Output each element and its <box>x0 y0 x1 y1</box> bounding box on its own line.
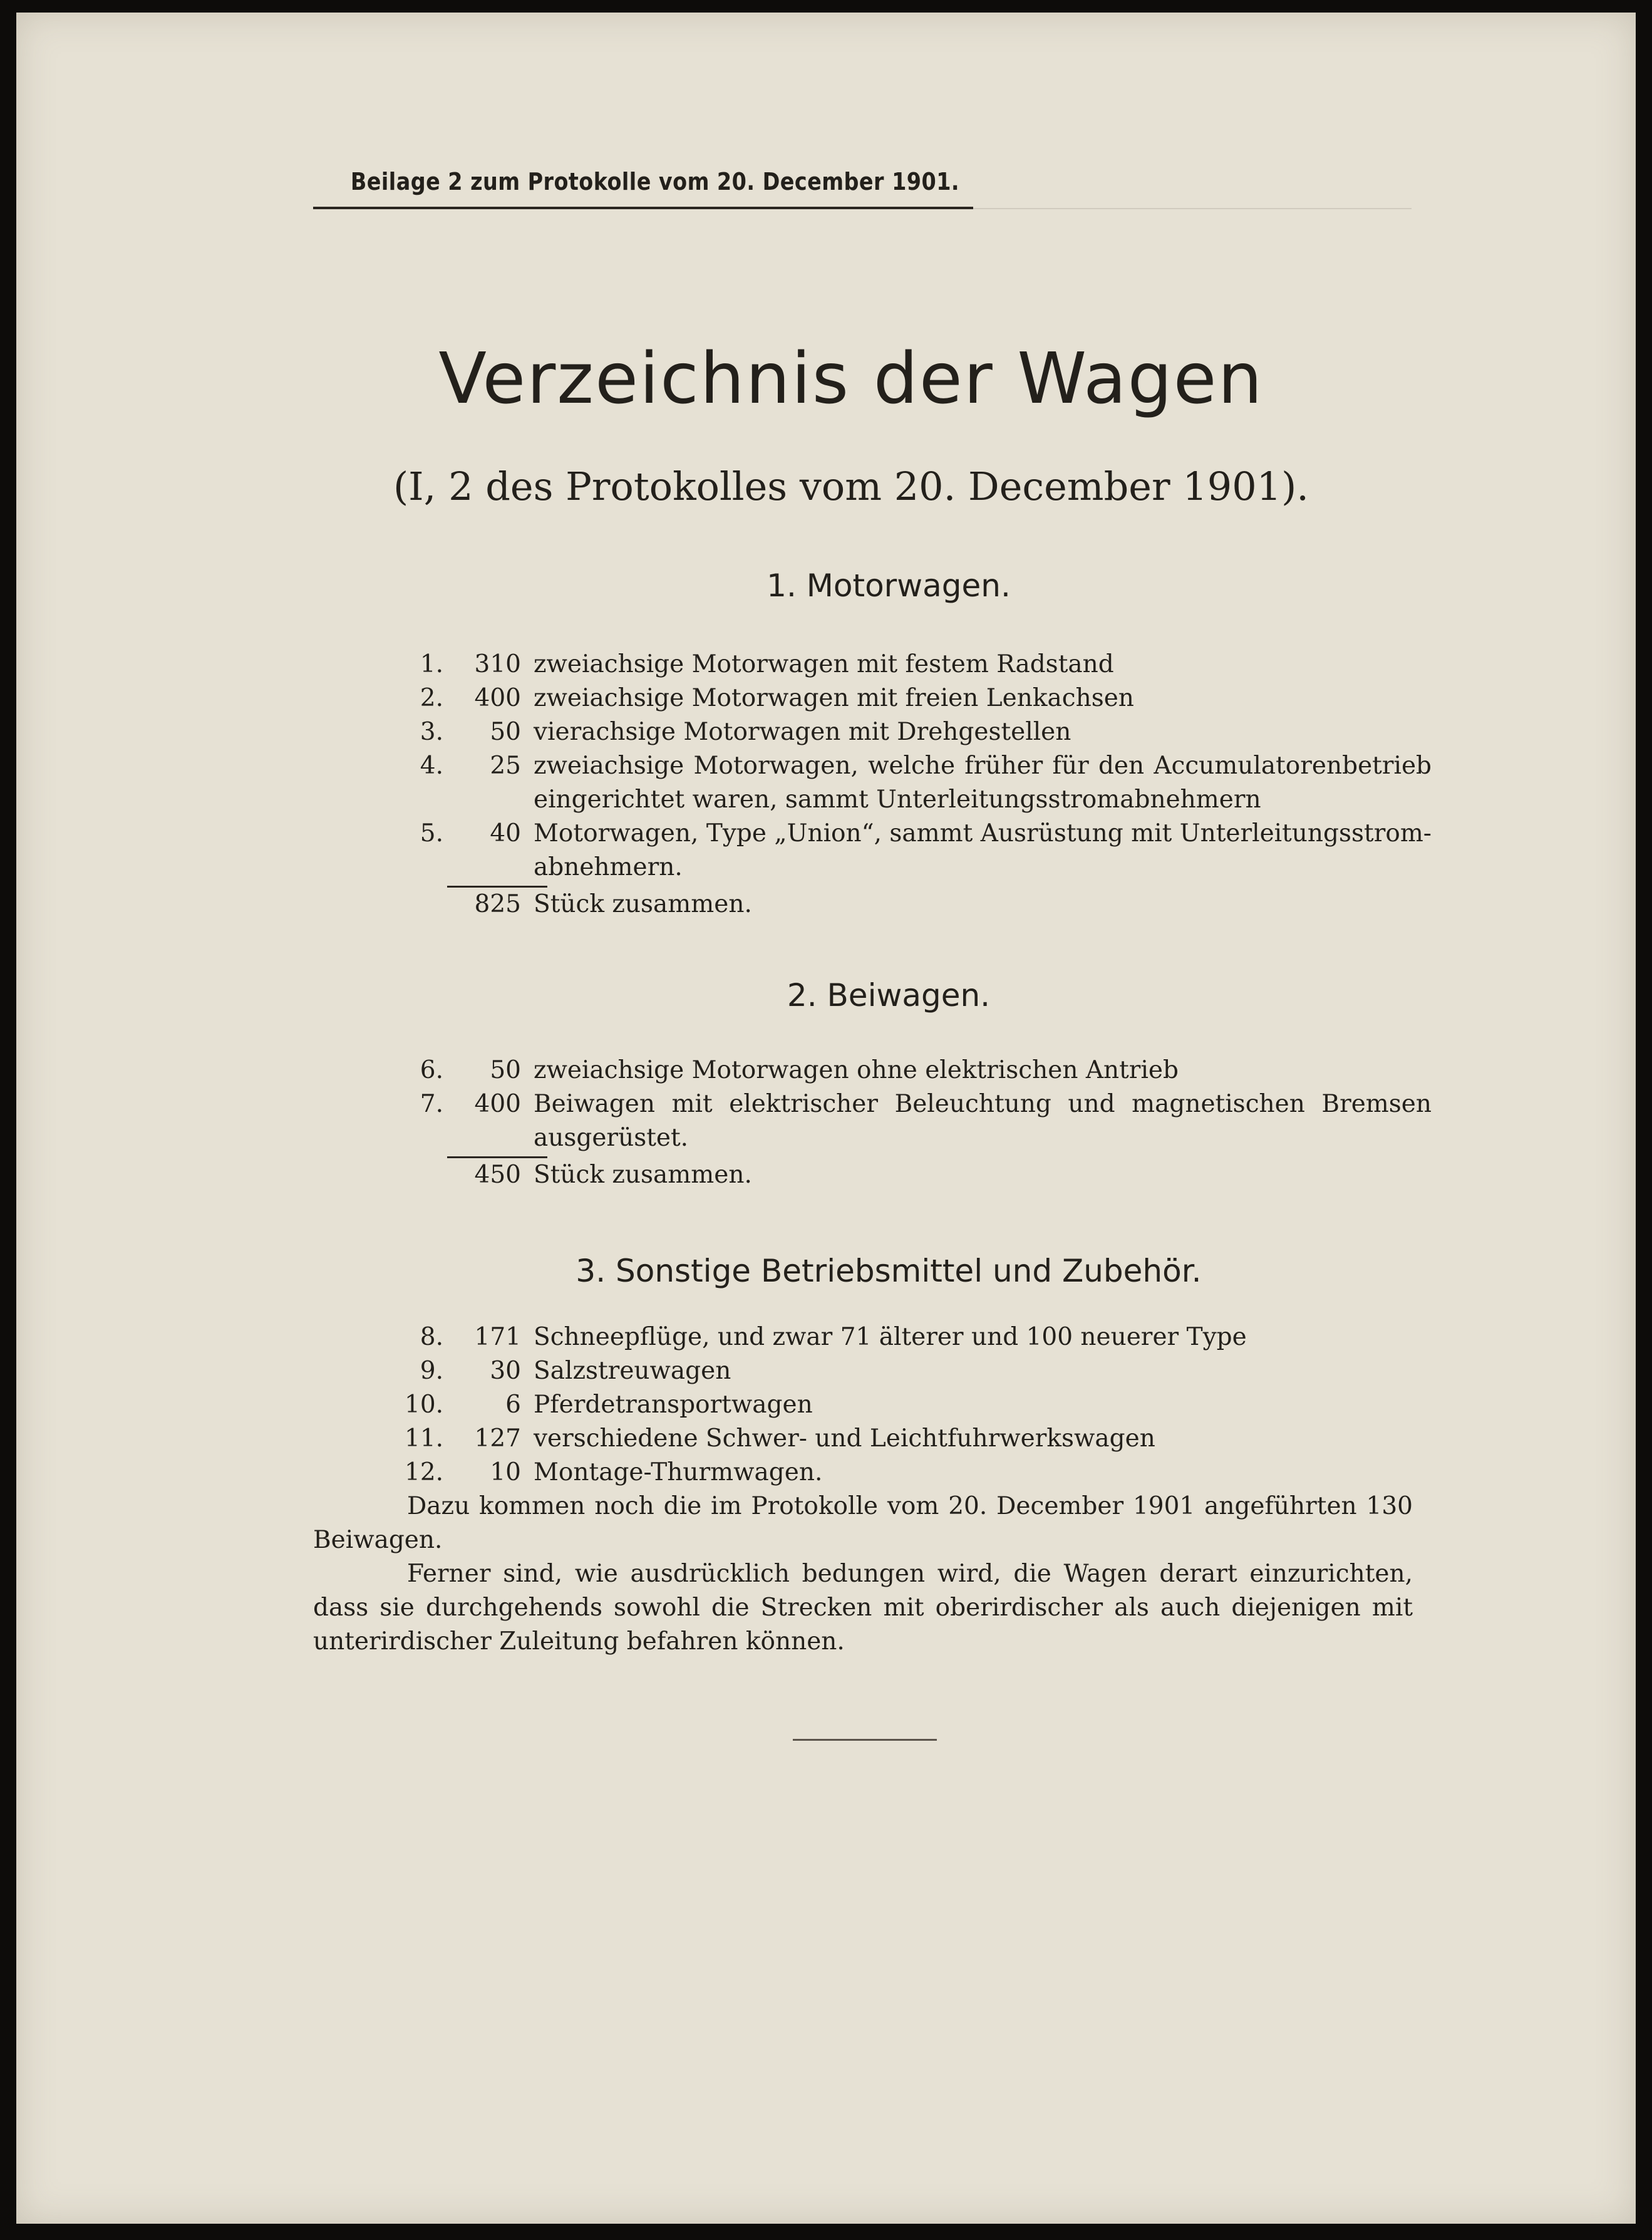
item-continuation: eingerichtet waren, sammt Unterleitungsstromabnehmern <box>534 786 1261 814</box>
list-item <box>405 817 1432 851</box>
section-heading-motorwagen: 1. Motorwagen. <box>767 568 1011 604</box>
section-list-sonstige <box>405 1320 1432 1490</box>
list-item <box>405 1456 1432 1490</box>
item-number: 9. <box>420 1357 443 1385</box>
paragraph: Dazu kommen noch die im Protokolle vom 20. December 1901 angeführten 130 Beiwagen. <box>313 1492 1413 1554</box>
item-number: 10. <box>405 1391 444 1419</box>
total-label: Stück zusammen. <box>534 1161 752 1189</box>
item-number: 6. <box>420 1056 443 1084</box>
item-text: zweiachsige Motorwagen mit festem Radstand <box>534 650 1114 678</box>
item-quantity: 400 <box>474 1090 521 1118</box>
item-number: 2. <box>420 684 443 712</box>
item-text: Motorwagen, Type „Union“, sammt Ausrüstung mit Unterleitungsstrom- <box>534 819 1432 848</box>
list-item <box>405 682 1432 715</box>
total-quantity: 825 <box>474 890 521 918</box>
list-item <box>405 648 1432 682</box>
item-number: 8. <box>420 1323 443 1351</box>
item-number: 4. <box>420 752 443 780</box>
list-item <box>405 1388 1432 1422</box>
document-page <box>16 13 1636 2224</box>
section-list-beiwagen <box>405 1054 1432 1192</box>
item-text: Salzstreuwagen <box>534 1357 731 1385</box>
closing-paragraphs <box>313 1490 1413 1659</box>
list-item <box>405 715 1432 749</box>
header-rule <box>313 207 973 209</box>
list-item <box>405 1054 1432 1087</box>
bleed-through-rule <box>973 208 1412 209</box>
item-text: zweiachsige Motorwagen, welche früher für den Accumulatorenbetrieb <box>534 752 1432 780</box>
item-continuation: abnehmern. <box>534 853 683 881</box>
list-item <box>405 1422 1432 1456</box>
item-text: zweiachsige Motorwagen ohne elektrischen Antrieb <box>534 1056 1179 1084</box>
section-total <box>405 1158 1432 1192</box>
item-quantity: 10 <box>490 1458 521 1486</box>
section-total <box>405 888 1432 921</box>
item-number: 7. <box>420 1090 443 1118</box>
item-number: 5. <box>420 819 443 848</box>
item-quantity: 171 <box>474 1323 521 1351</box>
total-label: Stück zusammen. <box>534 890 752 918</box>
item-text: Pferdetransportwagen <box>534 1391 813 1419</box>
document-title: Verzeichnis der Wagen <box>438 338 1264 420</box>
document-subtitle: (I, 2 des Protokolles vom 20. December 1901). <box>393 464 1309 509</box>
list-item <box>405 749 1432 783</box>
item-quantity: 6 <box>505 1391 521 1419</box>
section-list-motorwagen <box>405 648 1432 921</box>
paragraph: Ferner sind, wie ausdrücklich bedungen wird, die Wagen derart einzurichten, dass sie durchgehends sowohl die Strecken mit oberirdischer als auch diejenigen mit unterirdischer Zuleitung befahren können. <box>313 1560 1413 1656</box>
item-text: Schneepflüge, und zwar 71 älterer und 100 neuerer Type <box>534 1323 1247 1351</box>
total-quantity: 450 <box>474 1161 521 1189</box>
section-heading-beiwagen: 2. Beiwagen. <box>787 977 991 1014</box>
item-text: verschiedene Schwer- und Leichtfuhrwerkswagen <box>534 1424 1155 1453</box>
list-item <box>405 1320 1432 1354</box>
item-quantity: 30 <box>490 1357 521 1385</box>
item-quantity: 310 <box>474 650 521 678</box>
item-number: 12. <box>405 1458 444 1486</box>
list-item <box>405 1087 1432 1121</box>
item-quantity: 127 <box>474 1424 521 1453</box>
item-quantity: 50 <box>490 718 521 746</box>
item-number: 1. <box>420 650 443 678</box>
item-quantity: 50 <box>490 1056 521 1084</box>
item-text: zweiachsige Motorwagen mit freien Lenkachsen <box>534 684 1134 712</box>
item-text: Beiwagen mit elektrischer Beleuchtung und magnetischen Bremsen <box>534 1090 1432 1118</box>
item-quantity: 400 <box>474 684 521 712</box>
item-text: Montage-Thurmwagen. <box>534 1458 823 1486</box>
item-number: 11. <box>405 1424 444 1453</box>
list-item <box>405 1354 1432 1388</box>
section-heading-sonstige: 3. Sonstige Betriebsmittel und Zubehör. <box>576 1253 1202 1289</box>
end-rule <box>793 1739 937 1741</box>
item-number: 3. <box>420 718 443 746</box>
item-quantity: 40 <box>490 819 521 848</box>
item-text: vierachsige Motorwagen mit Drehgestellen <box>534 718 1071 746</box>
document-header: Beilage 2 zum Protokolle vom 20. December 1901. <box>350 168 960 195</box>
item-quantity: 25 <box>490 752 521 780</box>
item-continuation: ausgerüstet. <box>534 1124 689 1152</box>
